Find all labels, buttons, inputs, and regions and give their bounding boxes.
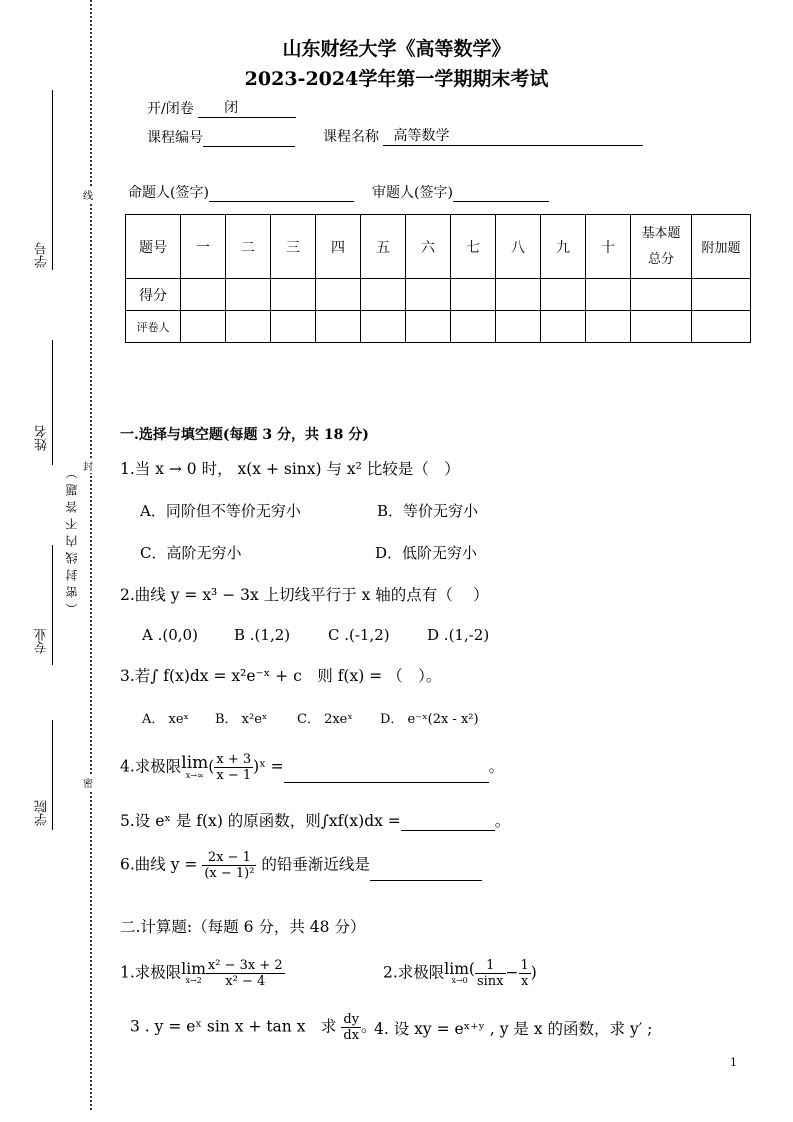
- q2-option-d: D .(1,-2): [427, 626, 490, 644]
- col-2: 二: [226, 215, 271, 279]
- score-table: [125, 214, 751, 343]
- score-table-header-row: [126, 215, 751, 279]
- course-code-blank: [203, 131, 295, 147]
- binding-dotted-line: [90, 0, 92, 1110]
- q6-answer-blank: [370, 866, 482, 881]
- exam-type-field: 开/闭卷 闭: [147, 97, 296, 118]
- exam-type-value: 闭: [198, 97, 296, 118]
- c2-limit: lim( x→0: [444, 959, 475, 986]
- grader-row: [126, 311, 751, 343]
- col-6: 六: [406, 215, 451, 279]
- mark-xian: 线: [83, 187, 93, 202]
- col-5: 五: [361, 215, 406, 279]
- q4-limit: lim x→∞: [181, 753, 209, 780]
- question-2: 2.曲线 y = x³ − 3x 上切线平行于 x 轴的点有（ ）: [120, 586, 489, 604]
- col-9: 九: [541, 215, 586, 279]
- q3-option-d: D． e⁻ˣ(2x - x²): [380, 712, 479, 727]
- c1-limit: lim x→2: [181, 959, 206, 986]
- col-extra: 附加题: [692, 215, 751, 279]
- c1-fraction: $\frac{\text{x² − 3x + 2}}{\text{x² − 4}}$: [207, 958, 283, 989]
- col-1: 一: [181, 215, 226, 279]
- major-label: 专业: [35, 628, 50, 654]
- question-4: 4.求极限lim x→∞ ( $\frac{x + 3}{x - 1}$ )ˣ = 。: [120, 752, 505, 783]
- q2-option-b: B .(1,2): [234, 626, 291, 644]
- course-name-field: 课程名称 高等数学: [323, 125, 643, 146]
- name-line: [52, 340, 53, 465]
- q5-answer-blank: [401, 816, 495, 831]
- major-line: [52, 545, 53, 665]
- section2-heading: 二.计算题:（每题 6 分，共 48 分）: [120, 918, 366, 936]
- exam-title-line2: 2023-2024学年第一学期期末考试: [244, 68, 549, 90]
- q1-option-a: A．同阶但不等价无穷小: [140, 502, 301, 520]
- c3-fraction: $\frac{dy}{dx}$: [343, 1012, 360, 1043]
- q3-option-b: B． x²eˣ: [215, 712, 268, 727]
- calc-question-2: 2.求极限lim( x→0 $\frac{1}{\sin x}$ − $\frac{1}{x}$ ): [383, 958, 537, 989]
- college-label: 学院: [35, 800, 50, 826]
- mark-feng: 封: [83, 458, 93, 473]
- calc-question-4: 4. 设 xy = eˣ⁺ʸ , y 是 x 的函数，求 y′ ;: [374, 1020, 653, 1038]
- student-id-label: 学号: [35, 242, 50, 268]
- row-label-grader: 评卷人: [126, 311, 181, 343]
- setter-field: 命题人(签字): [128, 182, 354, 202]
- question-1: 1.当 x → 0 时， x(x + sinx) 与 x² 比较是（ ）: [120, 460, 460, 478]
- q4-answer-blank: [284, 768, 489, 783]
- score-row: [126, 279, 751, 311]
- setter-blank: [209, 186, 354, 202]
- section1-heading: 一.选择与填空题(每题 3 分，共 18 分): [120, 427, 369, 443]
- col-10: 十: [586, 215, 631, 279]
- reviewer-field: 审题人(签字): [372, 182, 549, 202]
- q1-option-d: D．低阶无穷小: [375, 544, 478, 562]
- student-id-line: [52, 90, 53, 270]
- row-label-number: 题号: [126, 215, 181, 279]
- question-3: 3.若∫ f(x)dx = x²e⁻ˣ + c 则 f(x) = （ ）。: [120, 667, 442, 685]
- calc-question-3: 3 . y = eˣ sin x + tan x 求 $\frac{dy}{dx}$ 。: [130, 1012, 377, 1043]
- reviewer-blank: [453, 186, 549, 202]
- q2-option-a: A .(0,0): [142, 626, 198, 644]
- mark-mi: 密: [83, 775, 93, 790]
- college-line: [52, 720, 53, 830]
- page-number: 1: [730, 1056, 737, 1069]
- q6-fraction: $\frac{2x - 1}{\text{(x − 1)²}}$: [204, 850, 255, 881]
- name-label: 姓名: [35, 425, 50, 451]
- course-name-value: 高等数学: [383, 125, 643, 146]
- q1-option-c: C．高阶无穷小: [140, 544, 242, 562]
- row-label-score: 得分: [126, 279, 181, 311]
- q3-option-c: C． 2xeˣ: [297, 712, 353, 727]
- calc-question-1: 1.求极限lim x→2 $\frac{\text{x² − 3x + 2}}{\text{x² − 4}}$: [120, 958, 283, 989]
- col-basic-total: 基本题 总分: [631, 215, 692, 279]
- q3-option-a: A． xeˣ: [142, 712, 190, 727]
- col-7: 七: [451, 215, 496, 279]
- question-6: 6.曲线 y = $\frac{2x - 1}{\text{(x − 1)²}}$ 的铅垂渐近线是: [120, 850, 482, 881]
- col-4: 四: [316, 215, 361, 279]
- course-code-field: 课程编号: [147, 127, 295, 147]
- q2-option-c: C .(-1,2): [328, 626, 390, 644]
- question-5: 5.设 eˣ 是 f(x) 的原函数，则∫xf(x)dx = 。: [120, 812, 511, 830]
- q4-fraction: $\frac{x + 3}{x - 1}$: [216, 752, 252, 783]
- exam-title-line1: 山东财经大学《高等数学》: [282, 38, 511, 60]
- col-3: 三: [271, 215, 316, 279]
- no-answer-warning: （密封线内不答题）: [65, 462, 79, 615]
- col-8: 八: [496, 215, 541, 279]
- q1-option-b: B．等价无穷小: [377, 502, 479, 520]
